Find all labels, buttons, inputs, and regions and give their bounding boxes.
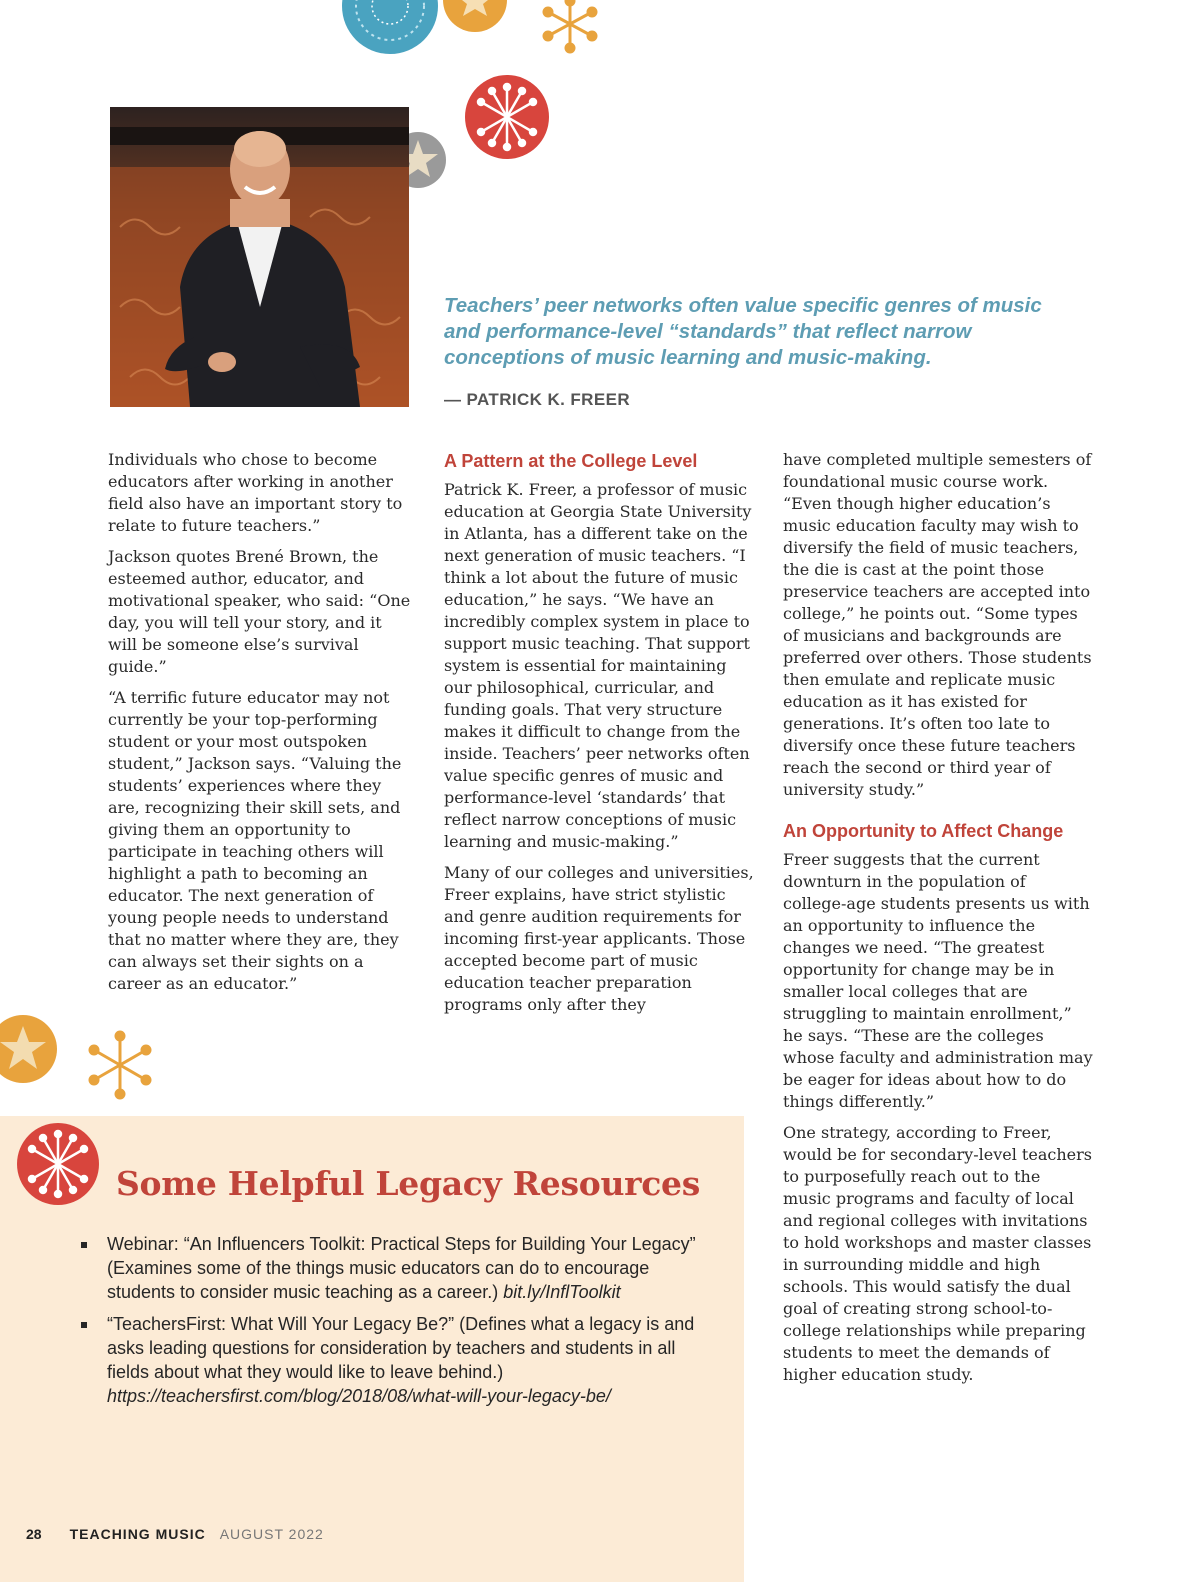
orange-snowflake-icon bbox=[80, 1030, 160, 1100]
list-item bbox=[80, 1312, 720, 1408]
paragraph: “A terrific future educator may not currently be your top-performing student or your most outspoken student,” Jackson says. “Valuing the students’ experiences where they are, recognizing their skill sets, and giving them an opportunity to participate in teaching others will highlight a path to becoming an educator. The next generation of young people needs to understand that no matter where they are, they can always set their sights on a career as an educator.” bbox=[108, 688, 402, 993]
paragraph: Many of our colleges and universities, Freer explains, have strict stylistic and genre audition requirements for incoming first-year applicants. Those accepted become part of music education teacher preparation programs only after they bbox=[444, 863, 754, 1014]
paragraph: Individuals who chose to become educators after working in another field also have an important story to relate to future teachers.” bbox=[108, 450, 403, 535]
resource-description: “TeachersFirst: What Will Your Legacy Be?” (Defines what a legacy is and asks leading questions for consideration by teachers and students in all fields about what they would like to leave behind.) bbox=[107, 1314, 695, 1382]
list-item bbox=[80, 1232, 720, 1304]
resource-link[interactable]: bit.ly/InflToolkit bbox=[503, 1282, 621, 1302]
orange-star-ornament-icon bbox=[440, 0, 510, 40]
red-snowflake-ornament-icon bbox=[14, 1120, 102, 1208]
orange-snowflake-icon bbox=[530, 0, 610, 60]
article-column-1 bbox=[108, 449, 413, 1004]
paragraph: Patrick K. Freer, a professor of music education at Georgia State University in Atlanta, has a different take on the next generation of music teachers. “I think a lot about the future of music education,” he says. “We have an incredibly complex system in place to support music teaching. That support system is essential for maintaining our philosophical, curricular, and funding goals. That very structure makes it difficult to change from the inside. Teachers’ peer networks often value specific genres of music and performance-level ‘standards’ that reflect narrow conceptions of music learning and music-making.” bbox=[444, 480, 752, 851]
article-column-3 bbox=[783, 449, 1093, 1395]
magazine-name: TEACHING MUSIC bbox=[69, 1526, 206, 1542]
sidebar-title: Some Helpful Legacy Resources bbox=[116, 1164, 701, 1203]
paragraph: One strategy, according to Freer, would be for secondary-level teachers to purposefully reach out to the music programs and faculty of local and regional colleges with invitations to hold workshops and master classes in surrounding middle and high schools. This would satisfy the dual goal of creating strong school-to-college relationships while preparing students to meet the demands of higher education study. bbox=[783, 1123, 1092, 1384]
teal-ornament-icon bbox=[340, 0, 440, 56]
article-column-2 bbox=[444, 449, 754, 1025]
resource-link[interactable]: https://teachersfirst.com/blog/2018/08/what-will-your-legacy-be/ bbox=[107, 1386, 611, 1406]
red-snowflake-ornament-icon bbox=[462, 72, 552, 162]
section-heading: A Pattern at the College Level bbox=[444, 451, 698, 471]
portrait-photo bbox=[110, 107, 409, 407]
resource-description: Webinar: “An Influencers Toolkit: Practical Steps for Building Your Legacy” (Examines some of the things music educators can do to encourage students to consider music teaching as a career.) bbox=[107, 1234, 696, 1302]
bullet-icon bbox=[81, 1242, 87, 1248]
paragraph: Freer suggests that the current downturn in the population of college-age students presents us with an opportunity to influence the changes we need. “The greatest opportunity for change may be in smaller local colleges that are struggling to maintain enrollment,” he says. “These are the colleges whose faculty and administration may be eager for ideas about how to do things differently.” bbox=[783, 850, 1093, 1111]
section-heading: An Opportunity to Affect Change bbox=[783, 821, 1064, 841]
pull-quote: Teachers’ peer networks often value specific genres of music and performance-level “standards” that reflect narrow conceptions of music learning and music-making. bbox=[444, 294, 1042, 369]
bullet-icon bbox=[81, 1322, 87, 1328]
orange-star-ornament-icon bbox=[0, 1012, 60, 1086]
page-footer bbox=[26, 1526, 324, 1542]
issue-date: AUGUST 2022 bbox=[219, 1526, 324, 1542]
paragraph: have completed multiple semesters of foundational music course work. “Even though higher education’s music education faculty may wish to diversify the field of music teachers, the die is cast at the point those preservice teachers are accepted into college,” he points out. “Some types of musicians and backgrounds are preferred over others. Those students then emulate and replicate music education as it has existed for generations. It’s often too late to diversify once these future teachers reach the second or third year of university study.” bbox=[783, 450, 1092, 799]
paragraph: Jackson quotes Brené Brown, the esteemed author, educator, and motivational speaker, who said: “One day, you will tell your story, and it will be someone else’s survival guide.” bbox=[108, 547, 411, 676]
resources-list bbox=[80, 1232, 720, 1416]
pull-quote-attribution: — PATRICK K. FREER bbox=[444, 390, 631, 409]
page-number: 28 bbox=[26, 1526, 42, 1542]
